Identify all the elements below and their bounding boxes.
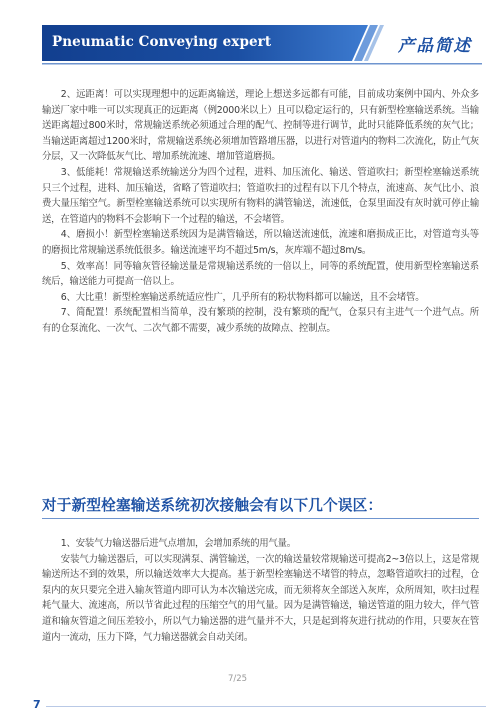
brand-title: Pneumatic Conveying expert <box>52 34 272 50</box>
section-label: 产品简述 <box>398 36 472 55</box>
misconceptions-text <box>42 536 479 645</box>
heading-divider <box>42 518 479 519</box>
paragraph-high-efficiency: 5、效率高！同等输灰管径输送量是常规输送系统的一倍以上，同等的系统配置，使用新型栓塞输送系统后，输送能力可提高一倍以上。 <box>42 260 479 288</box>
paragraph-long-distance: 2、远距离！可以实现理想中的远距离输送，理论上想送多远都有可能，目前成功案例中国内、外众多输送厂家中唯一可以实现真正的远距离（例2000米以上）且可以稳定运行的，只有新型栓塞输送系统。当输送距离超过800米时，常规输送系统必须通过合理的配气、控制等进行调节，此时只能降低系统的灰气比；当输送距离超过1200米时，常规输送系统必须增加管路增压器，以进行对管道内的物料二次流化，防止气灰分层，又一次降低灰气比、增加系统流速、增加管道磨损。 <box>42 89 479 163</box>
misconception-explanation: 安装气力输送器后，可以实现满泵、满管输送，一次的输送量较常规输送可提高2~3倍以上，这是常规输送所达不到的效果，所以输送效率大大提高。基于新型栓塞输送不堵管的特点，忽略管道吹扫的过程，仓泵内的灰只要完全进入输灰管道内即可认为本次输送完成，而无须将灰全部送入灰库，众所周知，吹扫过程耗气量大、流速高，所以节省此过程的压缩空气的用气量。因为是满管输送，输送管道的阻力较大，伴气管道和输灰管道之间压差较小，所以气力输送器的进气量并不大，只是起到将灰进行扰动的作用，只要灰在管道内一流动，压力下降，气力输送器就会自动关闭。 <box>42 553 479 643</box>
advantages-text <box>42 87 479 337</box>
misconception-item: 1、安装气力输送器后进气点增加，会增加系统的用气量。 <box>60 538 296 549</box>
paragraph-high-density: 6、大比重！新型栓塞输送系统适应性广，几乎所有的粉状物料都可以输送，且不会堵管。 <box>60 291 425 303</box>
page-number: 7 <box>33 698 41 711</box>
misconceptions-heading: 对于新型栓塞输送系统初次接触会有以下几个误区： <box>42 497 383 514</box>
paragraph-low-energy: 3、低能耗！常规输送系统输送分为四个过程，进料、加压流化、输送、管道吹扫；新型栓塞输送系统只三个过程，进料、加压输送，省略了管道吹扫；管道吹扫的过程有以下几个特点，流速高、灰气比小、浪费大量压缩空气。新型栓塞输送系统可以实现所有物料的满管输送，流速低，仓泵里面没有灰时就可停止输送，在管道内的物料不会影响下一个过程的输送，不会堵管。 <box>42 166 479 225</box>
paragraph-simple-config: 7、简配置！系统配置相当简单，没有繁琐的控制，没有繁琐的配气，仓泵只有主进气一个进气点。所有的仓泵流化、一次气、二次气都不需要，减少系统的故障点、控制点。 <box>42 307 479 334</box>
paragraph-low-wear: 4、磨损小！新型栓塞输送系统因为是满管输送，所以输送流速低，流速和磨损成正比，对管道弯头等的磨损比常规输送系统低很多。输送流速平均不超过5m/s，灰库端不超过8m/s。 <box>42 229 479 256</box>
page-fraction: 7/25 <box>228 674 248 684</box>
footer-divider <box>46 706 486 707</box>
page-header <box>0 0 504 78</box>
